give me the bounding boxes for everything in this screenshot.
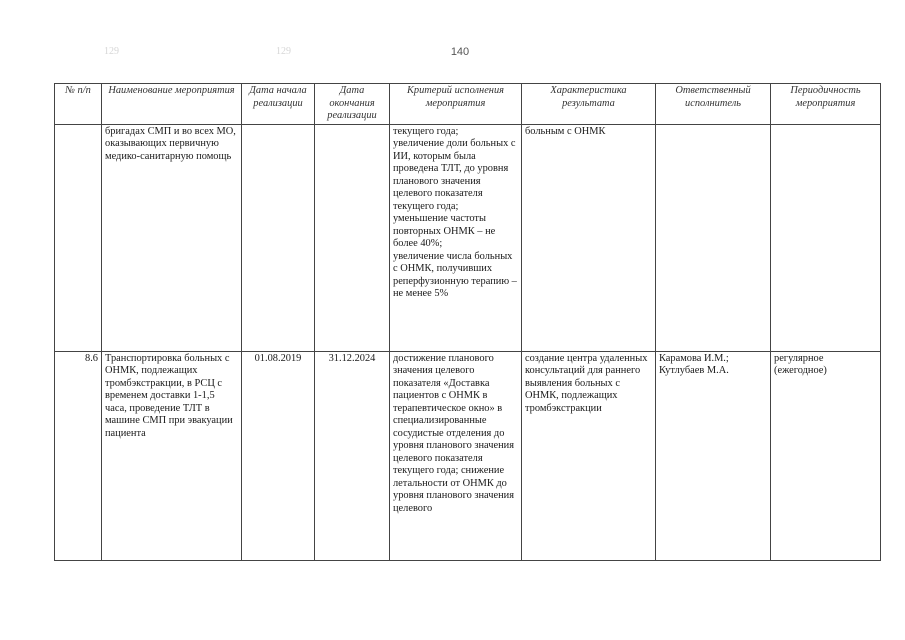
cell-name: Транспортировка больных с ОНМК, подлежащих тромбэкстракции, в РСЦ с временем доставки 1-1,5 часа, проведение ТЛТ в машине СМП при эвакуации пациента (102, 351, 242, 560)
cell-result: создание центра удаленных консультаций для раннего выявления больных с ОНМК, подлежащих тромбэкстракции (522, 351, 656, 560)
header-result: Характеристика результата (522, 84, 656, 125)
table-header-row (55, 84, 881, 125)
table-row (55, 124, 881, 351)
cell-end-date (315, 124, 390, 351)
header-criterion: Критерий исполнения мероприятия (390, 84, 522, 125)
cell-responsible (656, 124, 771, 351)
header-end-date: Дата окончания реализации (315, 84, 390, 125)
cell-criterion: текущего года; увеличение доли больных с ИИ, которым была проведена ТЛТ, до уровня планового значения целевого показателя текущего года; уменьшение частоты повторных ОНМК – не более 40%; увеличение числа больных с ОНМК, получивших реперфузионную терапию – не менее 5% (390, 124, 522, 351)
table-row (55, 351, 881, 560)
cell-period: регулярное (ежегодное) (771, 351, 881, 560)
cell-criterion: достижение планового значения целевого показателя «Доставка пациентов с ОНМК в терапевтическое окно» в специализированные сосудистые отделения до уровня планового значения целевого показателя текущего года; снижение летальности от ОНМК до уровня планового значения целевого (390, 351, 522, 560)
header-num: № п/п (55, 84, 102, 125)
activities-table (54, 83, 881, 561)
cell-end-date: 31.12.2024 (315, 351, 390, 560)
cell-num: 8.6 (55, 351, 102, 560)
header-name: Наименование мероприятия (102, 84, 242, 125)
cell-start-date: 01.08.2019 (242, 351, 315, 560)
cell-name: бригадах СМП и во всех МО, оказывающих первичную медико-санитарную помощь (102, 124, 242, 351)
faint-page-mark-mid: 129 (276, 46, 291, 57)
cell-result: больным с ОНМК (522, 124, 656, 351)
cell-start-date (242, 124, 315, 351)
header-responsible: Ответственный исполнитель (656, 84, 771, 125)
header-start-date: Дата начала реализации (242, 84, 315, 125)
faint-page-mark-left: 129 (104, 46, 119, 57)
cell-num (55, 124, 102, 351)
cell-period (771, 124, 881, 351)
header-period: Периодичность мероприятия (771, 84, 881, 125)
cell-responsible: Карамова И.М.; Кутлубаев М.А. (656, 351, 771, 560)
page-number: 140 (450, 46, 470, 58)
